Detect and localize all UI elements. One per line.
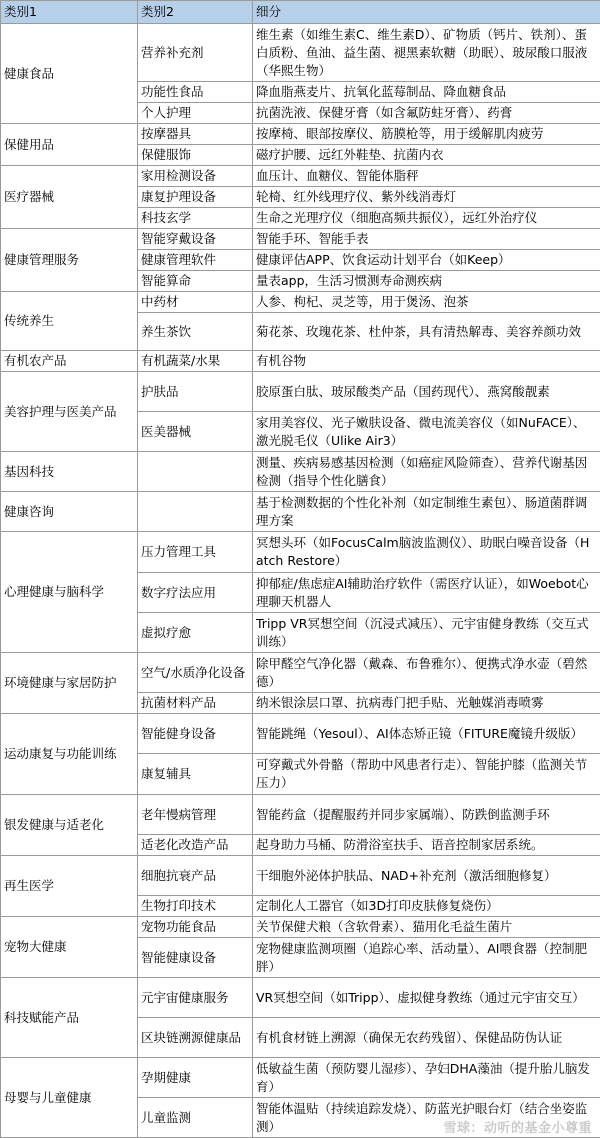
category2-cell: 智能健康设备 [138,938,253,978]
category2-cell: 适老化改造产品 [138,835,253,856]
detail-cell: 定制化人工器官（如3D打印皮肤修复烧伤） [253,896,600,917]
detail-cell: 有机食材链上溯源（确保无农药残留）、保健品防伪认证 [253,1018,600,1058]
category1-cell: 母婴与儿童健康 [1,1058,138,1138]
category1-cell: 科技赋能产品 [1,978,138,1058]
table-row [1,229,600,250]
category2-cell: 数字疗法应用 [138,573,253,613]
detail-cell: 智能药盒（提醒服药并同步家属端）、防跌倒监测手环 [253,795,600,835]
detail-cell: 菊花茶、玫瑰花茶、杜仲茶，具有清热解毒、美容养颜功效 [253,313,600,351]
category2-cell: 医美器械 [138,412,253,452]
category2-cell: 保健服饰 [138,145,253,166]
table-row [1,795,600,835]
detail-cell: 纳米银涂层口罩、抗病毒门把手贴、光触媒消毒喷雾 [253,693,600,714]
detail-cell: 家用美容仪、光子嫩肤设备、微电流美容仪（如NuFACE）、激光脱毛仪（Ulike Air3） [253,412,600,452]
detail-cell: 抗菌洗液、保健牙膏（如含氟防蛀牙膏）、药膏 [253,103,600,124]
category1-cell: 有机农产品 [1,351,138,372]
category2-cell: 抗菌材料产品 [138,693,253,714]
category1-cell: 健康咨询 [1,492,138,532]
watermark-text: 雪球：动听的基金小尊重 [443,1121,592,1136]
detail-cell: 基于检测数据的个性化补剂（如定制维生素包）、肠道菌群调理方案 [253,492,600,532]
category1-cell: 传统养生 [1,292,138,351]
detail-cell: 健康评估APP、饮食运动计划平台（如Keep） [253,250,600,271]
category1-cell: 健康管理服务 [1,229,138,292]
detail-cell: 胶原蛋白肽、玻尿酸类产品（国药现代）、燕窝酸靓素 [253,372,600,412]
category2-cell: 压力管理工具 [138,532,253,573]
table-row [1,292,600,313]
category2-cell [138,492,253,532]
detail-cell: 智能手环、智能手表 [253,229,600,250]
table-row [1,124,600,145]
detail-cell: 有机谷物 [253,351,600,372]
category2-cell: 科技玄学 [138,208,253,229]
detail-cell: 起身助力马桶、防滑浴室扶手、语音控制家居系统。 [253,835,600,856]
detail-cell: 抑郁症/焦虑症AI辅助治疗软件（需医疗认证），如Woebot心理聊天机器人 [253,573,600,613]
category1-cell: 医疗器械 [1,166,138,229]
detail-cell: 维生素（如维生素C、维生素D）、矿物质（钙片、铁剂）、蛋白质粉、鱼油、益生菌、褪黑素软糖（助眠）、玻尿酸口服液（华熙生物） [253,24,600,82]
detail-cell: 生命之光理疗仪（细胞高频共振仪），远红外治疗仪 [253,208,600,229]
detail-cell: 智能体温贴（持续追踪发烧）、防蓝光护眼台灯（结合坐姿监测） [253,1098,600,1138]
detail-cell: 可穿戴式外骨骼（帮助中风患者行走）、智能护膝（监测关节压力） [253,754,600,795]
category1-cell: 心理健康与脑科学 [1,532,138,653]
category2-cell: 个人护理 [138,103,253,124]
detail-cell: Tripp VR冥想空间（沉浸式减压）、元宇宙健身教练（交互式训练） [253,613,600,653]
detail-cell: 除甲醛空气净化器（戴森、布鲁雅尔）、便携式净水壶（碧然德） [253,653,600,693]
detail-cell: 智能跳绳（Yesoul）、AI体态矫正镜（FITURE魔镜升级版） [253,714,600,754]
category1-cell: 基因科技 [1,452,138,492]
detail-cell: 按摩椅、眼部按摩仪、筋膜枪等，用于缓解肌肉疲劳 [253,124,600,145]
category2-cell: 护肤品 [138,372,253,412]
category1-cell: 宠物大健康 [1,917,138,978]
category2-cell: 智能算命 [138,271,253,292]
category2-cell: 孕期健康 [138,1058,253,1098]
category2-cell: 营养补充剂 [138,24,253,82]
category2-cell: 儿童监测 [138,1098,253,1138]
category2-cell: 生物打印技术 [138,896,253,917]
category2-cell: 虚拟疗愈 [138,613,253,653]
detail-cell: VR冥想空间（如Tripp）、虚拟健身教练（通过元宇宙交互） [253,978,600,1018]
category2-cell: 区块链溯源健康品 [138,1018,253,1058]
category1-cell: 再生医学 [1,856,138,917]
detail-cell: 干细胞外泌体护肤品、NAD+补充剂（激活细胞修复） [253,856,600,896]
detail-cell: 量表app，生活习惯测寿命测疾病 [253,271,600,292]
category2-cell: 空气/水质净化设备 [138,653,253,693]
detail-cell: 宠物健康监测项圈（追踪心率、活动量）、AI喂食器（控制肥胖） [253,938,600,978]
category2-cell: 健康管理软件 [138,250,253,271]
category1-cell: 健康食品 [1,24,138,124]
category2-cell: 功能性食品 [138,82,253,103]
detail-cell: 降血脂燕麦片、抗氧化蓝莓制品、降血糖食品 [253,82,600,103]
table-row [1,856,600,896]
detail-cell: 血压计、血糖仪、智能体脂秤 [253,166,600,187]
category2-cell: 中药材 [138,292,253,313]
table-row [1,978,600,1018]
category1-cell: 银发健康与适老化 [1,795,138,856]
category2-cell: 智能健身设备 [138,714,253,754]
detail-cell: 关节保健犬粮（含软骨素）、猫用化毛益生菌片 [253,917,600,938]
table-row [1,372,600,412]
table-row [1,532,600,573]
table-header-row [1,1,600,24]
category2-cell: 养生茶饮 [138,313,253,351]
category2-cell: 有机蔬菜/水果 [138,351,253,372]
table-row [1,166,600,187]
category1-cell: 美容护理与医美产品 [1,372,138,452]
category2-cell: 老年慢病管理 [138,795,253,835]
category1-cell: 保健用品 [1,124,138,166]
category1-cell: 环境健康与家居防护 [1,653,138,714]
table-row [1,1058,600,1098]
table-row [1,452,600,492]
table-row [1,653,600,693]
detail-cell: 人参、枸杞、灵芝等，用于煲汤、泡茶 [253,292,600,313]
detail-cell: 测量、疾病易感基因检测（如癌症风险筛查）、营养代谢基因检测（指导个性化膳食） [253,452,600,492]
table-row [1,714,600,754]
category2-cell: 元宇宙健康服务 [138,978,253,1018]
category2-cell: 智能穿戴设备 [138,229,253,250]
table-row [1,351,600,372]
header-col1: 类别1 [1,1,138,24]
table-row [1,917,600,938]
category2-cell: 细胞抗衰产品 [138,856,253,896]
table-row [1,492,600,532]
header-col3: 细分 [253,1,600,24]
category2-cell: 按摩器具 [138,124,253,145]
table-row [1,24,600,82]
detail-cell: 轮椅、红外线理疗仪、紫外线消毒灯 [253,187,600,208]
category2-cell: 宠物功能食品 [138,917,253,938]
detail-cell: 磁疗护腰、远红外鞋垫、抗菌内衣 [253,145,600,166]
category2-cell: 家用检测设备 [138,166,253,187]
category2-cell [138,452,253,492]
detail-cell: 冥想头环（如FocusCalm脑波监测仪）、助眠白噪音设备（Hatch Restore） [253,532,600,573]
category2-cell: 康复护理设备 [138,187,253,208]
table-body [1,24,600,1138]
category1-cell: 运动康复与功能训练 [1,714,138,795]
header-col2: 类别2 [138,1,253,24]
category2-cell: 康复辅具 [138,754,253,795]
detail-cell: 低敏益生菌（预防婴儿湿疹）、孕妇DHA藻油（提升胎儿脑发育） [253,1058,600,1098]
